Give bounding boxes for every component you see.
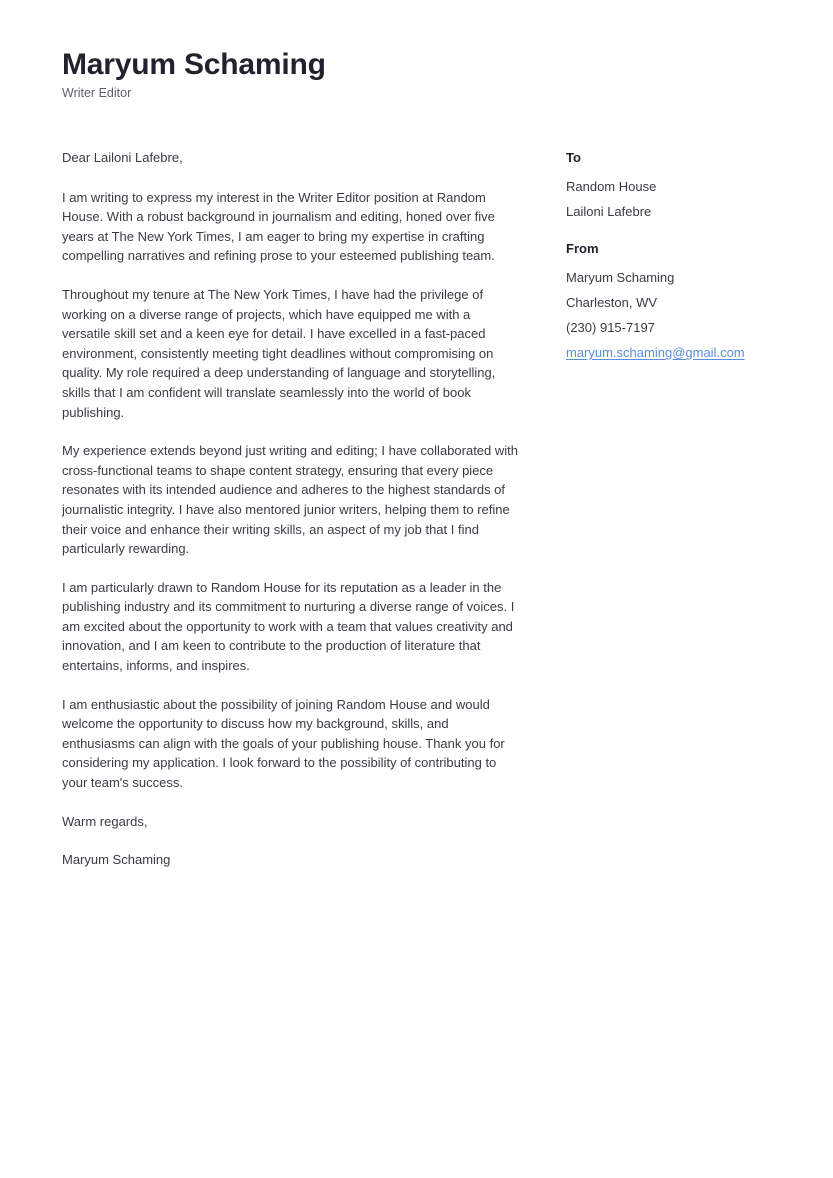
from-location: Charleston, WV: [566, 295, 658, 310]
from-name: Maryum Schaming: [566, 270, 675, 285]
letter-paragraph: I am particularly drawn to Random House for its reputation as a leader in the publishing industry and its commitment to nurturing a diverse range of voices. I am excited about the opportunity to work with a team that values creativity and innovation, and I am keen to contribute to the production of literature that entertains, informs, and inspires.: [62, 579, 515, 674]
meta-block-from: [566, 239, 798, 362]
to-company: Random House: [566, 179, 657, 194]
letter-body: [62, 148, 520, 870]
letter-header: [62, 48, 662, 101]
letter-meta-column: [566, 148, 798, 362]
letter-paragraph: My experience extends beyond just writing and editing; I have collaborated with cross-functional teams to shape content strategy, ensuring that every piece resonates with its intended audience and adheres to the highest standards of journalistic integrity. I have also mentored junior writers, helping them to refine their voice and enhance their writing skills, an aspect of my job that I find particularly rewarding.: [62, 443, 518, 557]
from-email-link[interactable]: maryum.schaming@gmail.com: [566, 345, 745, 360]
salutation: Dear Lailoni Lafebre,: [62, 150, 183, 165]
letter-paragraph: I am writing to express my interest in the Writer Editor position at Random House. With a robust background in journalism and editing, honed over five years at The New York Times, I am eager to bring my expertise in crafting compelling narratives and refining prose to your esteemed publishing team.: [62, 189, 495, 264]
candidate-job-title: Writer Editor: [62, 86, 132, 100]
signature-name: Maryum Schaming: [62, 852, 171, 868]
from-phone: (230) 915-7197: [566, 320, 655, 335]
closing-salutation: Warm regards,: [62, 813, 148, 829]
to-recipient: Lailoni Lafebre: [566, 204, 652, 219]
letter-paragraph: Throughout my tenure at The New York Times, I have had the privilege of working on a diverse range of projects, which have equipped me with a versatile skill set and a keen eye for detail. I have excelled in a fast-paced environment, consistently meeting tight deadlines without compromising on quality. My role required a deep understanding of language and storytelling, skills that I am confident will translate seamlessly into the world of book publishing.: [62, 286, 496, 420]
from-heading: From: [566, 241, 599, 256]
meta-block-to: [566, 148, 798, 221]
letter-paragraph: I am enthusiastic about the possibility of joining Random House and would welcome the opportunity to discuss how my background, skills, and enthusiasms can align with the goals of your publishing house. Thank you for considering my application. I look forward to the possibility of contributing to your team's success.: [62, 696, 505, 791]
candidate-name: Maryum Schaming: [62, 48, 326, 81]
to-heading: To: [566, 150, 581, 165]
